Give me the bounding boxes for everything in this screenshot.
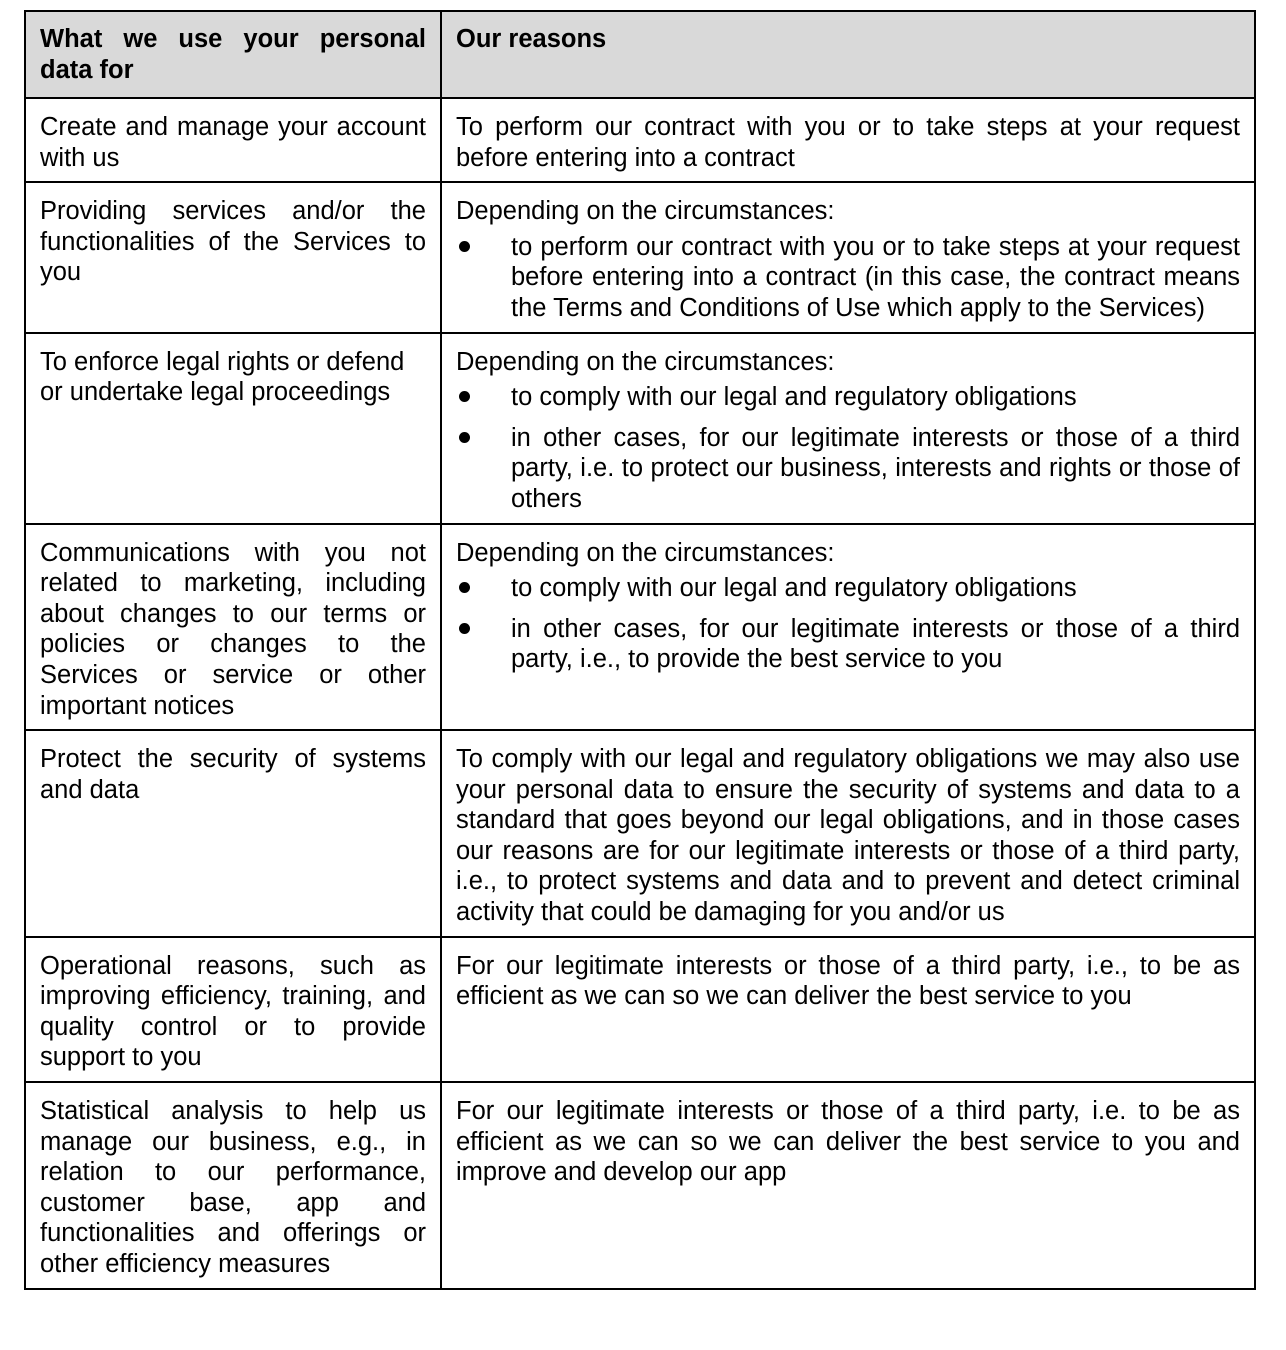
purpose-cell: Protect the security of systems and data bbox=[25, 730, 441, 937]
reason-bullet bbox=[456, 232, 1240, 324]
table-row bbox=[25, 937, 1255, 1082]
reason-cell: For our legitimate interests or those of a third party, i.e. to be as efficient as we can so we can deliver the best service to you and improve and develop our app bbox=[441, 1082, 1255, 1289]
reason-bullet-list bbox=[456, 232, 1240, 324]
table-header-row bbox=[25, 11, 1255, 98]
header-reasons: Our reasons bbox=[441, 11, 1255, 98]
reason-bullet-text: to comply with our legal and regulatory obligations bbox=[511, 574, 1077, 603]
reason-bullet-list bbox=[456, 382, 1240, 514]
reason-bullet bbox=[456, 614, 1240, 675]
reason-bullet bbox=[456, 573, 1240, 604]
reason-bullet-text: to perform our contract with you or to take steps at your request before entering into a contract (in this case, the contract means the Terms and Conditions of Use which apply to the Services) bbox=[511, 232, 1240, 322]
reason-lead: Depending on the circumstances: bbox=[456, 347, 835, 376]
bullet-dot-icon bbox=[459, 432, 470, 443]
table-row bbox=[25, 333, 1255, 524]
reason-cell bbox=[441, 524, 1255, 731]
reason-bullet-text: in other cases, for our legitimate interests or those of a third party, i.e., to provide the best service to you bbox=[511, 614, 1240, 674]
table-row bbox=[25, 98, 1255, 182]
reason-cell bbox=[441, 182, 1255, 332]
bullet-dot-icon bbox=[459, 623, 470, 634]
reason-bullet-list bbox=[456, 573, 1240, 675]
reason-cell: For our legitimate interests or those of a third party, i.e., to be as efficient as we can so we can deliver the best service to you bbox=[441, 937, 1255, 1082]
purpose-cell: Providing services and/or the functionalities of the Services to you bbox=[25, 182, 441, 332]
table-row bbox=[25, 1082, 1255, 1289]
data-use-table-wrapper bbox=[24, 10, 1256, 1290]
reason-cell: To comply with our legal and regulatory obligations we may also use your personal data to ensure the security of systems and data to a standard that goes beyond our legal obligations, and in those cases our reasons are for our legitimate interests or those of a third party, i.e., to protect systems and data and to prevent and detect criminal activity that could be damaging for you and/or us bbox=[441, 730, 1255, 937]
reason-bullet bbox=[456, 382, 1240, 413]
reason-lead: Depending on the circumstances: bbox=[456, 197, 835, 226]
reason-cell bbox=[441, 333, 1255, 524]
table-row bbox=[25, 182, 1255, 332]
bullet-dot-icon bbox=[459, 582, 470, 593]
table-row bbox=[25, 730, 1255, 937]
purpose-cell: Create and manage your account with us bbox=[25, 98, 441, 182]
reason-lead: Depending on the circumstances: bbox=[456, 538, 835, 567]
header-purpose: What we use your personal data for bbox=[25, 11, 441, 98]
reason-bullet-text: to comply with our legal and regulatory obligations bbox=[511, 383, 1077, 412]
reason-bullet bbox=[456, 423, 1240, 515]
reason-bullet-text: in other cases, for our legitimate interests or those of a third party, i.e. to protect our business, interests and rights or those of others bbox=[511, 423, 1240, 513]
purpose-cell: To enforce legal rights or defend or undertake legal proceedings bbox=[25, 333, 441, 524]
purpose-cell: Statistical analysis to help us manage our business, e.g., in relation to our performance, customer base, app and functionalities and offerings or other efficiency measures bbox=[25, 1082, 441, 1289]
bullet-dot-icon bbox=[459, 241, 470, 252]
bullet-dot-icon bbox=[459, 391, 470, 402]
purpose-cell: Communications with you not related to marketing, including about changes to our terms or policies or changes to the Services or service or other important notices bbox=[25, 524, 441, 731]
table-row bbox=[25, 524, 1255, 731]
reason-cell: To perform our contract with you or to take steps at your request before entering into a contract bbox=[441, 98, 1255, 182]
data-use-table bbox=[24, 10, 1256, 1290]
purpose-cell: Operational reasons, such as improving efficiency, training, and quality control or to provide support to you bbox=[25, 937, 441, 1082]
